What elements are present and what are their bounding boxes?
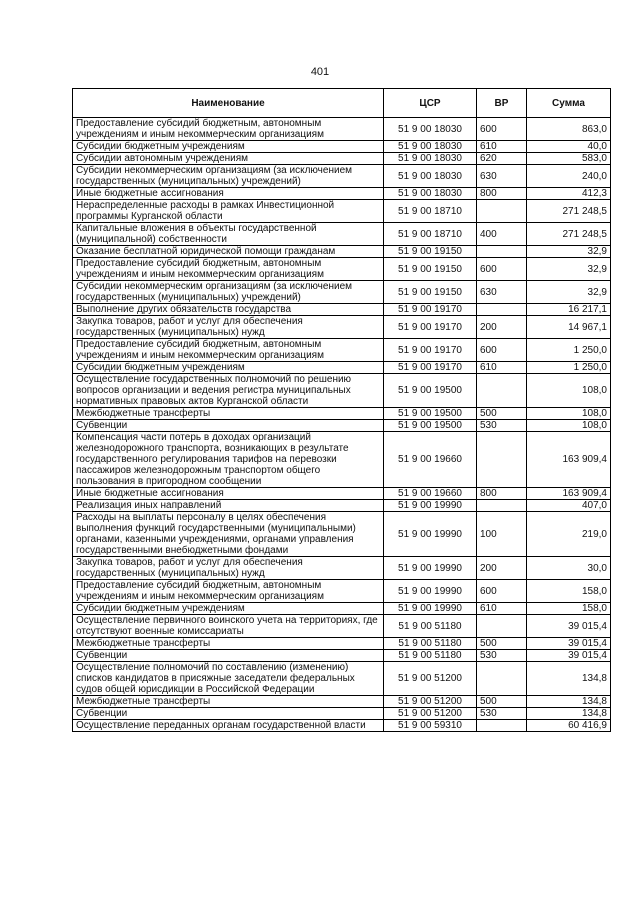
row-name-cell: Предоставление субсидий бюджетным, автономным учреждениям и иным некоммерческим организациям: [73, 118, 384, 141]
row-vr-cell: 530: [477, 650, 527, 662]
row-vr-cell: 630: [477, 165, 527, 188]
row-sum-cell: 1 250,0: [527, 362, 611, 374]
row-sum-cell: 271 248,5: [527, 223, 611, 246]
table-row: [73, 362, 611, 374]
row-csr-cell: 51 9 00 51200: [384, 662, 477, 696]
row-vr-cell: [477, 374, 527, 408]
row-csr-cell: 51 9 00 19170: [384, 362, 477, 374]
table-row: [73, 374, 611, 408]
table-row: [73, 316, 611, 339]
row-vr-cell: 600: [477, 580, 527, 603]
row-name-cell: Расходы на выплаты персоналу в целях обеспечения выполнения функций государственными (муниципальными) органами, казенными учреждениями, органами управления государственными внебюджетными фондами: [73, 512, 384, 557]
row-csr-cell: 51 9 00 19150: [384, 246, 477, 258]
row-csr-cell: 51 9 00 18710: [384, 200, 477, 223]
row-sum-cell: 134,8: [527, 662, 611, 696]
row-sum-cell: 40,0: [527, 141, 611, 153]
row-csr-cell: 51 9 00 19150: [384, 258, 477, 281]
row-csr-cell: 51 9 00 51200: [384, 708, 477, 720]
header-name: Наименование: [73, 89, 384, 118]
header-csr: ЦСР: [384, 89, 477, 118]
row-csr-cell: 51 9 00 51200: [384, 696, 477, 708]
row-vr-cell: 600: [477, 258, 527, 281]
table-row: [73, 615, 611, 638]
row-name-cell: Закупка товаров, работ и услуг для обеспечения государственных (муниципальных) нужд: [73, 557, 384, 580]
row-vr-cell: 200: [477, 557, 527, 580]
table-row: [73, 188, 611, 200]
row-name-cell: Субсидии автономным учреждениям: [73, 153, 384, 165]
row-vr-cell: 530: [477, 708, 527, 720]
row-name-cell: Предоставление субсидий бюджетным, автономным учреждениям и иным некоммерческим организациям: [73, 580, 384, 603]
table-row: [73, 408, 611, 420]
row-vr-cell: 630: [477, 281, 527, 304]
table-row: [73, 339, 611, 362]
row-name-cell: Субсидии бюджетным учреждениям: [73, 603, 384, 615]
table-row: [73, 720, 611, 732]
row-csr-cell: 51 9 00 19660: [384, 488, 477, 500]
table-row: [73, 118, 611, 141]
row-sum-cell: 163 909,4: [527, 488, 611, 500]
row-sum-cell: 108,0: [527, 374, 611, 408]
row-name-cell: Субсидии бюджетным учреждениям: [73, 141, 384, 153]
row-csr-cell: 51 9 00 19500: [384, 408, 477, 420]
row-csr-cell: 51 9 00 19500: [384, 374, 477, 408]
row-sum-cell: 108,0: [527, 408, 611, 420]
budget-table: [72, 88, 611, 732]
row-name-cell: Субвенции: [73, 420, 384, 432]
row-name-cell: Нераспределенные расходы в рамках Инвестиционной программы Курганской области: [73, 200, 384, 223]
row-sum-cell: 412,3: [527, 188, 611, 200]
row-vr-cell: 600: [477, 118, 527, 141]
table-row: [73, 650, 611, 662]
row-vr-cell: 800: [477, 488, 527, 500]
row-sum-cell: 271 248,5: [527, 200, 611, 223]
row-csr-cell: 51 9 00 19990: [384, 580, 477, 603]
row-name-cell: Осуществление переданных органам государственной власти: [73, 720, 384, 732]
table-row: [73, 165, 611, 188]
row-sum-cell: 14 967,1: [527, 316, 611, 339]
row-vr-cell: 500: [477, 638, 527, 650]
row-vr-cell: [477, 246, 527, 258]
table-row: [73, 580, 611, 603]
row-csr-cell: 51 9 00 18030: [384, 153, 477, 165]
table-row: [73, 638, 611, 650]
row-sum-cell: 39 015,4: [527, 615, 611, 638]
row-csr-cell: 51 9 00 19150: [384, 281, 477, 304]
row-sum-cell: 407,0: [527, 500, 611, 512]
row-csr-cell: 51 9 00 51180: [384, 638, 477, 650]
row-csr-cell: 51 9 00 18030: [384, 188, 477, 200]
row-csr-cell: 51 9 00 18030: [384, 118, 477, 141]
row-name-cell: Капитальные вложения в объекты государственной (муниципальной) собственности: [73, 223, 384, 246]
row-csr-cell: 51 9 00 19990: [384, 603, 477, 615]
row-sum-cell: 39 015,4: [527, 650, 611, 662]
row-sum-cell: 163 909,4: [527, 432, 611, 488]
row-vr-cell: [477, 500, 527, 512]
header-vr: ВР: [477, 89, 527, 118]
row-csr-cell: 51 9 00 18710: [384, 223, 477, 246]
table-row: [73, 200, 611, 223]
row-vr-cell: 800: [477, 188, 527, 200]
row-name-cell: Субсидии бюджетным учреждениям: [73, 362, 384, 374]
row-csr-cell: 51 9 00 19170: [384, 304, 477, 316]
row-name-cell: Осуществление полномочий по составлению (изменению) списков кандидатов в присяжные заседатели федеральных судов общей юрисдикции в Российской Федерации: [73, 662, 384, 696]
row-name-cell: Иные бюджетные ассигнования: [73, 488, 384, 500]
row-vr-cell: 500: [477, 408, 527, 420]
row-vr-cell: 610: [477, 603, 527, 615]
table-row: [73, 557, 611, 580]
row-vr-cell: [477, 200, 527, 223]
row-csr-cell: 51 9 00 59310: [384, 720, 477, 732]
table-row: [73, 223, 611, 246]
row-name-cell: Выполнение других обязательств государства: [73, 304, 384, 316]
row-csr-cell: 51 9 00 19990: [384, 557, 477, 580]
row-sum-cell: 134,8: [527, 708, 611, 720]
page-number: 401: [310, 66, 330, 78]
row-vr-cell: 610: [477, 141, 527, 153]
row-sum-cell: 32,9: [527, 281, 611, 304]
table-row: [73, 603, 611, 615]
row-csr-cell: 51 9 00 19170: [384, 339, 477, 362]
table-row: [73, 512, 611, 557]
row-name-cell: Межбюджетные трансферты: [73, 696, 384, 708]
table-row: [73, 304, 611, 316]
row-name-cell: Субвенции: [73, 708, 384, 720]
row-csr-cell: 51 9 00 51180: [384, 615, 477, 638]
row-csr-cell: 51 9 00 18030: [384, 141, 477, 153]
row-name-cell: Иные бюджетные ассигнования: [73, 188, 384, 200]
row-csr-cell: 51 9 00 19990: [384, 512, 477, 557]
row-vr-cell: [477, 720, 527, 732]
row-sum-cell: 134,8: [527, 696, 611, 708]
row-sum-cell: 219,0: [527, 512, 611, 557]
row-name-cell: Осуществление первичного воинского учета на территориях, где отсутствуют военные комиссариаты: [73, 615, 384, 638]
row-vr-cell: 610: [477, 362, 527, 374]
table-row: [73, 420, 611, 432]
row-name-cell: Оказание бесплатной юридической помощи гражданам: [73, 246, 384, 258]
row-vr-cell: [477, 304, 527, 316]
table-row: [73, 500, 611, 512]
row-sum-cell: 108,0: [527, 420, 611, 432]
row-vr-cell: [477, 662, 527, 696]
row-sum-cell: 32,9: [527, 258, 611, 281]
row-sum-cell: 240,0: [527, 165, 611, 188]
table-body: [73, 118, 611, 732]
row-sum-cell: 158,0: [527, 603, 611, 615]
row-vr-cell: 500: [477, 696, 527, 708]
table-row: [73, 258, 611, 281]
table-row: [73, 708, 611, 720]
row-vr-cell: 620: [477, 153, 527, 165]
table-row: [73, 696, 611, 708]
row-vr-cell: 530: [477, 420, 527, 432]
row-name-cell: Субсидии некоммерческим организациям (за исключением государственных (муниципальных) учреждений): [73, 165, 384, 188]
row-name-cell: Компенсация части потерь в доходах организаций железнодорожного транспорта, возникающих в результате государственного регулирования тарифов на перевозки пассажиров железнодорожным транспортом общего пользования в пригородном сообщении: [73, 432, 384, 488]
row-csr-cell: 51 9 00 18030: [384, 165, 477, 188]
row-sum-cell: 32,9: [527, 246, 611, 258]
table-row: [73, 432, 611, 488]
row-vr-cell: [477, 432, 527, 488]
row-csr-cell: 51 9 00 19500: [384, 420, 477, 432]
table-row: [73, 246, 611, 258]
row-sum-cell: 39 015,4: [527, 638, 611, 650]
row-sum-cell: 16 217,1: [527, 304, 611, 316]
row-vr-cell: 100: [477, 512, 527, 557]
row-name-cell: Межбюджетные трансферты: [73, 638, 384, 650]
row-name-cell: Предоставление субсидий бюджетным, автономным учреждениям и иным некоммерческим организациям: [73, 339, 384, 362]
table-row: [73, 488, 611, 500]
row-name-cell: Межбюджетные трансферты: [73, 408, 384, 420]
row-sum-cell: 60 416,9: [527, 720, 611, 732]
row-csr-cell: 51 9 00 51180: [384, 650, 477, 662]
row-name-cell: Предоставление субсидий бюджетным, автономным учреждениям и иным некоммерческим организациям: [73, 258, 384, 281]
row-sum-cell: 583,0: [527, 153, 611, 165]
row-sum-cell: 863,0: [527, 118, 611, 141]
row-name-cell: Осуществление государственных полномочий по решению вопросов организации и ведения регистра муниципальных нормативных правовых актов Курганской области: [73, 374, 384, 408]
row-name-cell: Реализация иных направлений: [73, 500, 384, 512]
row-name-cell: Субвенции: [73, 650, 384, 662]
table-row: [73, 153, 611, 165]
row-vr-cell: 200: [477, 316, 527, 339]
row-csr-cell: 51 9 00 19660: [384, 432, 477, 488]
table-header-row: [73, 89, 611, 118]
table-row: [73, 662, 611, 696]
table-row: [73, 281, 611, 304]
row-sum-cell: 1 250,0: [527, 339, 611, 362]
row-sum-cell: 30,0: [527, 557, 611, 580]
row-vr-cell: 400: [477, 223, 527, 246]
row-csr-cell: 51 9 00 19990: [384, 500, 477, 512]
row-name-cell: Закупка товаров, работ и услуг для обеспечения государственных (муниципальных) нужд: [73, 316, 384, 339]
row-vr-cell: [477, 615, 527, 638]
header-sum: Сумма: [527, 89, 611, 118]
row-name-cell: Субсидии некоммерческим организациям (за исключением государственных (муниципальных) учреждений): [73, 281, 384, 304]
row-vr-cell: 600: [477, 339, 527, 362]
row-sum-cell: 158,0: [527, 580, 611, 603]
table-row: [73, 141, 611, 153]
row-csr-cell: 51 9 00 19170: [384, 316, 477, 339]
